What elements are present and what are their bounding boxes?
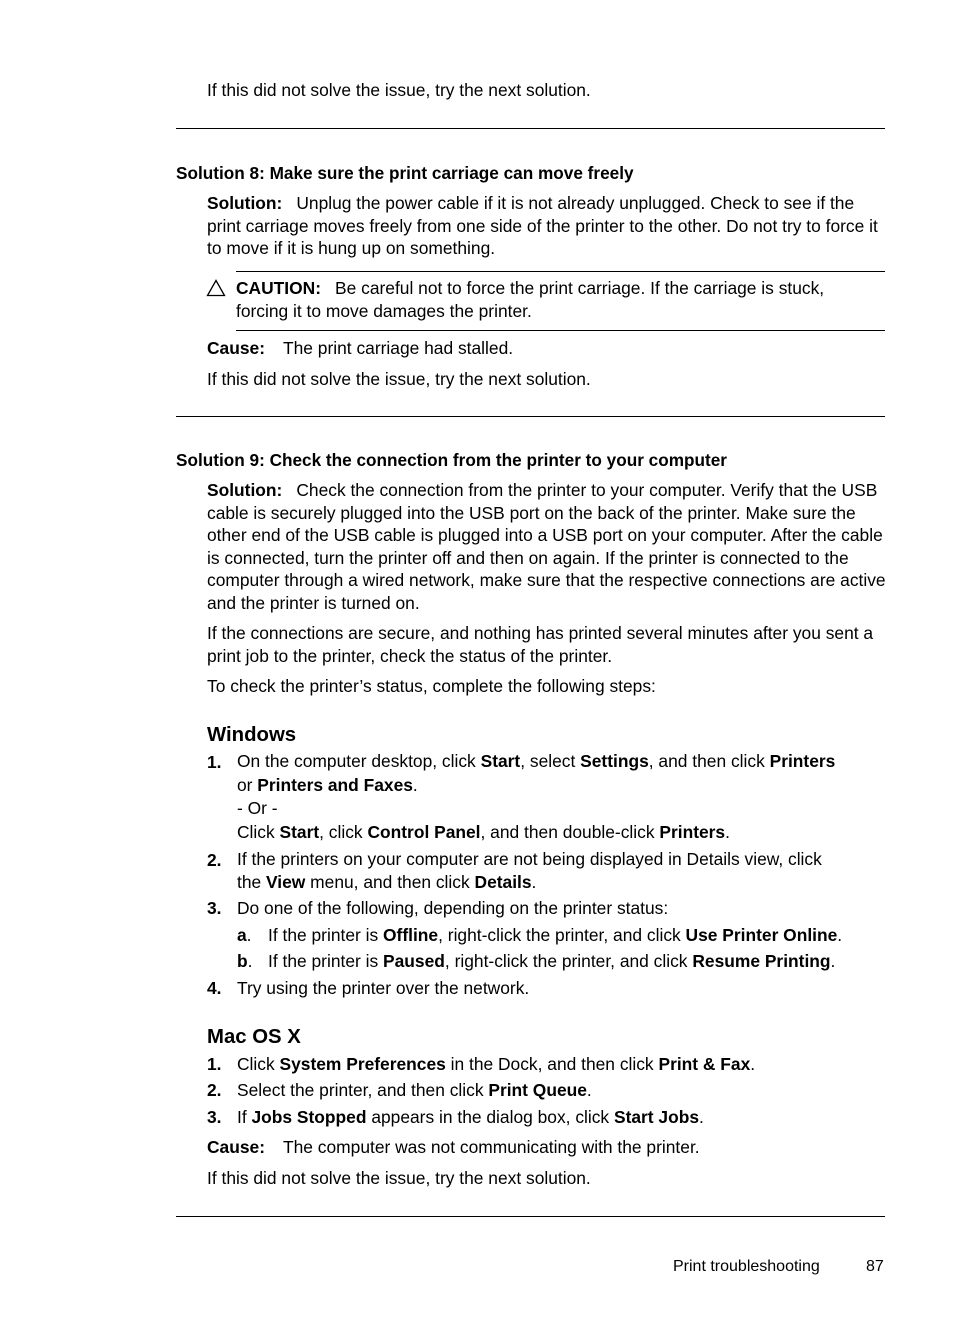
- step-number: 3.: [207, 1107, 222, 1127]
- caution-label: CAUTION:: [236, 278, 322, 298]
- step-number: 2.: [207, 1080, 222, 1100]
- windows-step-2: If the printers on your computer are not being displayed in Details view, click the View menu, and then click Details.: [237, 849, 822, 892]
- section-divider: [176, 1216, 885, 1217]
- caution-text: Be careful not to force the print carriage. If the carriage is stuck, forcing it to move damages the printer.: [236, 278, 825, 321]
- mac-step-3: If Jobs Stopped appears in the dialog box, click Start Jobs.: [237, 1107, 704, 1127]
- solution-label: Solution:: [207, 193, 283, 213]
- cause-text: The print carriage had stalled.: [283, 338, 514, 358]
- footer-page-number: 87: [866, 1258, 884, 1275]
- mac-step-1: Click System Preferences in the Dock, and then click Print & Fax.: [237, 1054, 756, 1074]
- try-next-text: If this did not solve the issue, try the next solution.: [207, 1168, 591, 1188]
- solution-label: Solution:: [207, 480, 283, 500]
- try-next-text: If this did not solve the issue, try the next solution.: [207, 369, 591, 389]
- windows-substep-a: If the printer is Offline, right-click the printer, and click Use Printer Online.: [268, 925, 843, 945]
- mac-heading: Mac OS X: [207, 1026, 301, 1048]
- solution-8-body: [207, 192, 887, 260]
- caution-box: [236, 271, 885, 331]
- substep-letter: b.: [237, 951, 253, 971]
- cause-label: Cause:: [207, 338, 265, 358]
- windows-step-4: Try using the printer over the network.: [237, 978, 530, 998]
- footer-section-title: Print troubleshooting: [673, 1258, 820, 1275]
- step-number: 3.: [207, 898, 222, 918]
- mac-step-2: Select the printer, and then click Print Queue.: [237, 1080, 592, 1100]
- step-number: 1.: [207, 1054, 222, 1074]
- windows-step-1: On the computer desktop, click Start, select Settings, and then click Printers or Printers and Faxes. - Or - Click Start, click Control Panel, and then double-click Printers.: [237, 751, 836, 842]
- solution-text: Unplug the power cable if it is not already unplugged. Check to see if the print carriage moves freely from one side of the printer to the other. Do not try to force it to move if it is hung up on something.: [207, 193, 878, 258]
- windows-step-3: Do one of the following, depending on the printer status:: [237, 898, 669, 918]
- cause-label: Cause:: [207, 1137, 265, 1157]
- solution-9-cause: [207, 1136, 887, 1159]
- windows-substep-b: If the printer is Paused, right-click the printer, and click Resume Printing.: [268, 951, 836, 971]
- solution-9-para3: To check the printer’s status, complete the following steps:: [207, 676, 656, 696]
- solution-9-para2: If the connections are secure, and nothing has printed several minutes after you sent a print job to the printer, check the status of the printer.: [207, 623, 874, 666]
- solution-9-body: [207, 479, 887, 614]
- windows-heading: Windows: [207, 724, 297, 746]
- section-divider: [176, 128, 885, 129]
- try-next-text: If this did not solve the issue, try the next solution.: [207, 80, 591, 100]
- substep-letter: a.: [237, 925, 252, 945]
- solution-8-cause: [207, 337, 887, 360]
- or-separator: - Or -: [237, 798, 278, 818]
- warning-triangle-icon: [206, 279, 226, 297]
- solution-8-heading: Solution 8: Make sure the print carriage can move freely: [176, 163, 634, 183]
- step-number: 2.: [207, 850, 222, 870]
- solution-9-heading: Solution 9: Check the connection from the printer to your computer: [176, 450, 727, 470]
- section-divider: [176, 416, 885, 417]
- solution-text: Check the connection from the printer to your computer. Verify that the USB cable is securely plugged into the USB port on the back of the printer. Make sure the other end of the USB cable is plugged into a USB port on your computer. After the cable is connected, turn the printer off and then on again. If the printer is connected to the computer through a wired network, make sure that the respective connections are active and the printer is turned on.: [207, 480, 886, 613]
- step-number: 4.: [207, 978, 222, 998]
- caution-note: [236, 277, 876, 323]
- step-number: 1.: [207, 752, 222, 772]
- cause-text: The computer was not communicating with the printer.: [283, 1137, 700, 1157]
